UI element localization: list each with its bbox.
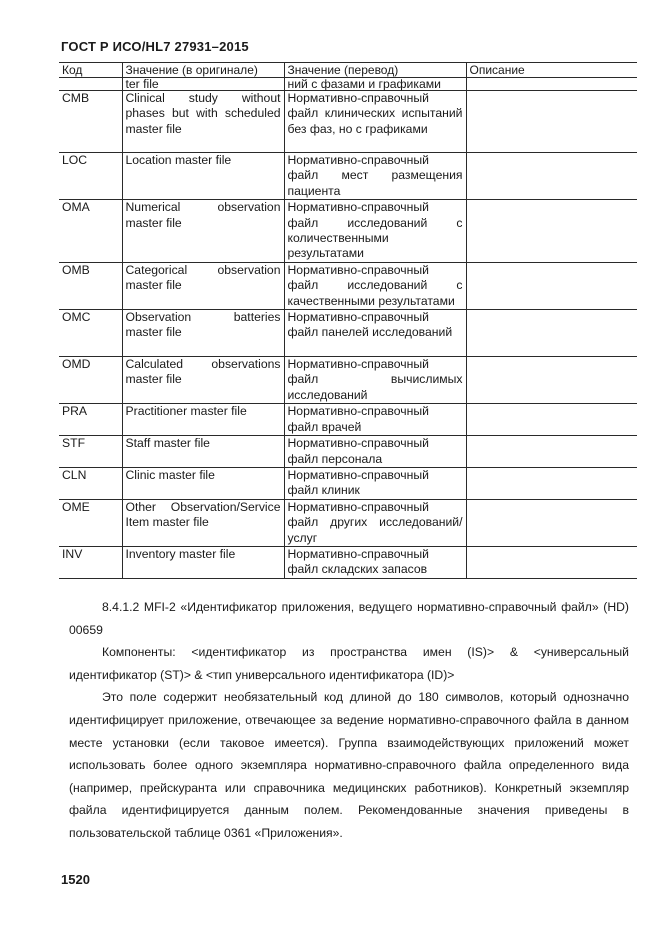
cell-code: OME [59,499,122,546]
table-row [59,357,637,404]
cell-translation: Нормативно-справочный файл персонала [284,436,466,468]
cell-translation: Нормативно-справочный файл клинических испытаний без фаз, но с графиками [284,91,466,153]
table-row [59,200,637,263]
cell-description [466,436,637,468]
cell-description [466,153,637,200]
components-paragraph: Компоненты: <идентификатор из пространства имен (IS)> & <универсальный идентификатор (ST)> & <тип универсального идентификатора (ID)> [69,645,629,682]
cell-code: OMA [59,200,122,263]
document-header: ГОСТ Р ИСО/HL7 27931–2015 [61,39,249,54]
cell-description [466,200,637,263]
cell-code: PRA [59,404,122,436]
cell-original: Inventory master file [122,546,284,578]
cell-original: Staff master file [122,436,284,468]
table-header-row [59,63,637,78]
cell-original: Observation batteries master file [122,310,284,357]
cell-description [466,546,637,578]
cell-original: ter file [122,78,284,91]
cell-original: Other Observation/Service Item master file [122,499,284,546]
table-row [59,436,637,468]
table-row [59,78,637,91]
cell-translation: Нормативно-справочный файл вычислимых исследований [284,357,466,404]
cell-original: Clinic master file [122,467,284,499]
cell-translation: Нормативно-справочный файл других исследований/услуг [284,499,466,546]
cell-code: CLN [59,467,122,499]
cell-description [466,78,637,91]
cell-description [466,467,637,499]
cell-description [466,404,637,436]
cell-translation: Нормативно-справочный файл мест размещения пациента [284,153,466,200]
cell-original: Calculated observations master file [122,357,284,404]
description-paragraph: Это поле содержит необязательный код длиной до 180 символов, который однозначно идентифицирует приложение, отвечающее за ведение нормативно-справочного файла в данном месте установки (если таковое имеется). Группа взаимодействующих приложений может использовать более одного экземпляра нормативно-справочного файла определенного вида (например, прейскуранта или справочника медицинских работников). Конкретный экземпляр файла идентифицируется данным полем. Рекомендованные значения приведены в пользовательской таблице 0361 «Приложения». [69,690,629,840]
cell-original: Numerical observation master file [122,200,284,263]
cell-code: INV [59,546,122,578]
cell-translation: ний с фазами и графиками [284,78,466,91]
cell-description [466,262,637,309]
cell-description [466,499,637,546]
cell-original: Location master file [122,153,284,200]
master-file-codes-table [59,62,637,579]
column-header-code: Код [59,63,122,78]
cell-code: OMD [59,357,122,404]
table-row [59,546,637,578]
column-header-original: Значение (в оригинале) [122,63,284,78]
table-row [59,404,637,436]
cell-translation: Нормативно-справочный файл складских запасов [284,546,466,578]
cell-translation: Нормативно-справочный файл врачей [284,404,466,436]
table-row [59,153,637,200]
table-row [59,499,637,546]
column-header-translation: Значение (перевод) [284,63,466,78]
cell-description [466,357,637,404]
cell-description [466,91,637,153]
cell-original: Categorical observation master file [122,262,284,309]
cell-translation: Нормативно-справочный файл исследований с качественными результатами [284,262,466,309]
section-heading: 8.4.1.2 MFI-2 «Идентификатор приложения, ведущего нормативно-справочный файл» (HD) 00659 [69,600,629,637]
cell-code: OMC [59,310,122,357]
column-header-description: Описание [466,63,637,78]
cell-translation: Нормативно-справочный файл клиник [284,467,466,499]
cell-original: Practitioner master file [122,404,284,436]
cell-code [59,78,122,91]
table-row [59,262,637,309]
cell-description [466,310,637,357]
table-row [59,91,637,153]
page-number: 1520 [61,872,90,887]
cell-code: LOC [59,153,122,200]
cell-code: CMB [59,91,122,153]
cell-original: Clinical study without phases but with scheduled master file [122,91,284,153]
table-row [59,310,637,357]
section-text [69,596,629,845]
cell-translation: Нормативно-справочный файл панелей исследований [284,310,466,357]
cell-code: STF [59,436,122,468]
table-row [59,467,637,499]
cell-code: OMB [59,262,122,309]
cell-translation: Нормативно-справочный файл исследований с количественными результатами [284,200,466,263]
